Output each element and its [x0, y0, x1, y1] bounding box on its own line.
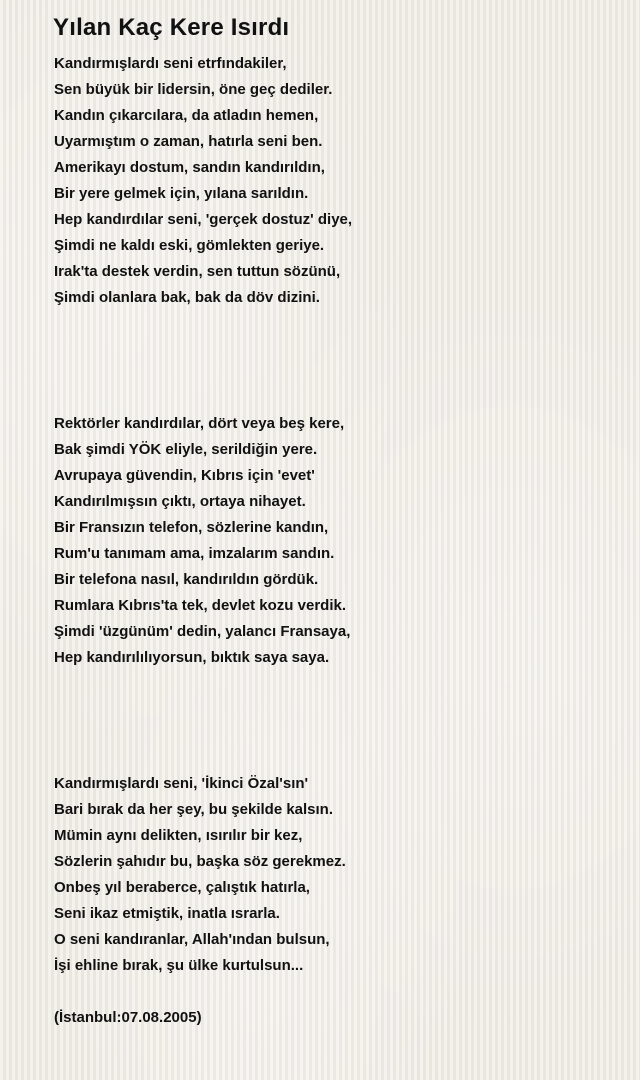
poem-line: Rum'u tanımam ama, imzalarım sandın.	[54, 545, 335, 562]
poem-line: Hep kandırılılıyorsun, bıktık saya saya.	[54, 649, 330, 666]
poem-line: Kandırmışlardı seni etrfındakiler,	[54, 55, 287, 72]
poem-line: Onbeş yıl beraberce, çalıştık hatırla,	[54, 879, 310, 896]
poem-line: Mümin aynı delikten, ısırılır bir kez,	[54, 827, 303, 844]
poem-line: Kandın çıkarcılara, da atladın hemen,	[54, 107, 319, 124]
stanza-3	[54, 771, 346, 979]
poem-line: Avrupaya güvendin, Kıbrıs için 'evet'	[54, 467, 315, 484]
poem-line: İşi ehline bırak, şu ülke kurtulsun...	[54, 957, 304, 974]
stanza-1	[54, 51, 352, 311]
poem-line: O seni kandıranlar, Allah'ından bulsun,	[54, 931, 330, 948]
poem-line: Sen büyük bir lidersin, öne geç dediler.	[54, 81, 333, 98]
poem-line: Seni ikaz etmiştik, inatla ısrarla.	[54, 905, 280, 922]
poem-line: Bir Fransızın telefon, sözlerine kandın,	[54, 519, 329, 536]
poem-line: Kandırmışlardı seni, 'İkinci Özal'sın'	[54, 775, 309, 792]
stanza-2	[54, 411, 350, 671]
poem-line: Bir telefona nasıl, kandırıldın gördük.	[54, 571, 319, 588]
poem-line: Amerikayı dostum, sandın kandırıldın,	[54, 159, 325, 176]
poem-line: Sözlerin şahıdır bu, başka söz gerekmez.	[54, 853, 346, 870]
poem-line: Rumlara Kıbrıs'ta tek, devlet kozu verdik.	[54, 597, 347, 614]
poem-line: Hep kandırdılar seni, 'gerçek dostuz' diye,	[54, 211, 353, 228]
poem-line: Bak şimdi YÖK eliyle, serildiğin yere.	[54, 441, 318, 458]
poem-line: Şimdi ne kaldı eski, gömlekten geriye.	[54, 237, 325, 254]
poem-line: Şimdi olanlara bak, bak da döv dizini.	[54, 289, 320, 306]
poem-line: Şimdi 'üzgünüm' dedin, yalancı Fransaya,	[54, 623, 351, 640]
poem-line: Rektörler kandırdılar, dört veya beş kere,	[54, 415, 345, 432]
poem-title: Yılan Kaç Kere Isırdı	[53, 14, 290, 41]
poem-line: Bari bırak da her şey, bu şekilde kalsın.	[54, 801, 334, 818]
poem-line: Uyarmıştım o zaman, hatırla seni ben.	[54, 133, 323, 150]
poem-line: Bir yere gelmek için, yılana sarıldın.	[54, 185, 309, 202]
poem-signature: (İstanbul:07.08.2005)	[54, 1009, 202, 1026]
poem-line: Irak'ta destek verdin, sen tuttun sözünü,	[54, 263, 341, 280]
poem-line: Kandırılmışsın çıktı, ortaya nihayet.	[54, 493, 306, 510]
